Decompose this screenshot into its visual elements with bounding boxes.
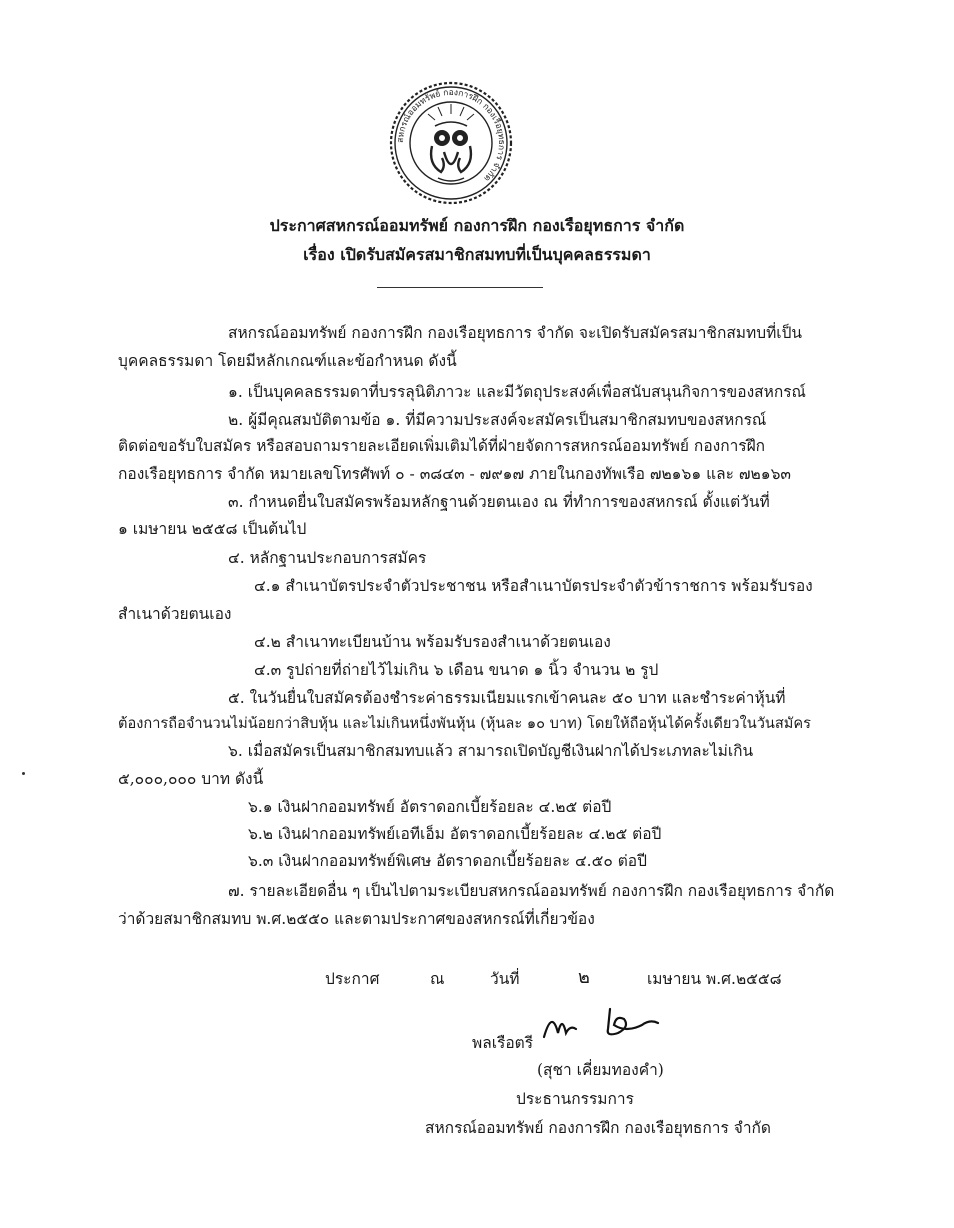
announcement-subject: เรื่อง เปิดรับสมัครสมาชิกสมทบที่เป็นบุคคลธรรมดา — [303, 245, 651, 264]
intro-line-2: บุคคลธรรมดา โดยมีหลักเกณฑ์และข้อกำหนด ดังนี้ — [118, 352, 457, 370]
item-6-line-2: ๕,๐๐๐,๐๐๐ บาท ดังนี้ — [118, 770, 264, 788]
handwritten-signature — [538, 1003, 668, 1045]
item-2-line-3: กองเรือยุทธการ จำกัด หมายเลขโทรศัพท์ ๐ - ๓๘๔๓ - ๗๙๑๗ ภายในกองทัพเรือ ๗๒๑๖๑ และ ๗๒๑๖๓ — [118, 465, 792, 483]
item-3-line-2: ๑ เมษายน ๒๕๕๘ เป็นต้นไป — [118, 520, 307, 538]
cooperative-seal-logo — [388, 80, 514, 206]
item-2-line-1: ๒. ผู้มีคุณสมบัติตามข้อ ๑. ที่มีความประสงค์จะสมัครเป็นสมาชิกสมทบของสหกรณ์ — [228, 411, 767, 429]
item-6-2: ๖.๒ เงินฝากออมทรัพย์เอทีเอ็ม อัตราดอกเบี้ยร้อยละ ๔.๒๕ ต่อปี — [248, 825, 662, 843]
item-3-line-1: ๓. กำหนดยื่นใบสมัครพร้อมหลักฐานด้วยตนเอง ณ ที่ทำการของสหกรณ์ ตั้งแต่วันที่ — [228, 493, 770, 511]
intro-line-1: สหกรณ์ออมทรัพย์ กองการฝึก กองเรือยุทธการ จำกัด จะเปิดรับสมัครสมาชิกสมทบที่เป็น — [228, 324, 803, 342]
item-4: ๔. หลักฐานประกอบการสมัคร — [228, 549, 427, 567]
announce-label: ประกาศ — [325, 970, 380, 988]
announcement-title: ประกาศสหกรณ์ออมทรัพย์ กองการฝึก กองเรือยุทธการ จำกัด — [269, 216, 685, 235]
item-7-line-1: ๗. รายละเอียดอื่น ๆ เป็นไปตามระเบียบสหกรณ์ออมทรัพย์ กองการฝึก กองเรือยุทธการ จำกัด — [228, 882, 835, 900]
announce-day-label: วันที่ — [490, 970, 520, 988]
item-6-3: ๖.๓ เงินฝากออมทรัพย์พิเศษ อัตราดอกเบี้ยร้อยละ ๔.๕๐ ต่อปี — [248, 852, 647, 870]
item-4-2: ๔.๒ สำเนาทะเบียนบ้าน พร้อมรับรองสำเนาด้วยตนเอง — [254, 633, 611, 651]
signer-position: ประธานกรรมการ — [516, 1090, 634, 1108]
scan-speck — [22, 772, 25, 775]
announce-at: ณ — [430, 970, 445, 988]
svg-text:สหกรณ์ออมทรัพย์ กองการฝึก กองเ: สหกรณ์ออมทรัพย์ กองการฝึก กองเรือยุทธการ จำกัด — [395, 87, 507, 184]
title-divider — [377, 287, 543, 288]
signer-organization: สหกรณ์ออมทรัพย์ กองการฝึก กองเรือยุทธการ จำกัด — [425, 1119, 771, 1137]
item-1: ๑. เป็นบุคคลธรรมดาที่บรรลุนิติภาวะ และมีวัตถุประสงค์เพื่อสนับสนุนกิจการของสหกรณ์ — [228, 383, 806, 401]
item-2-line-2: ติดต่อขอรับใบสมัคร หรือสอบถามรายละเอียดเพิ่มเติมได้ที่ฝ่ายจัดการสหกรณ์ออมทรัพย์ กองการฝึก — [118, 437, 766, 455]
item-5-line-1: ๕. ในวันยื่นใบสมัครต้องชำระค่าธรรมเนียมแรกเข้าคนละ ๕๐ บาท และชำระค่าหุ้นที่ — [228, 689, 786, 707]
item-6-line-1: ๖. เมื่อสมัครเป็นสมาชิกสมทบแล้ว สามารถเปิดบัญชีเงินฝากได้ประเภทละไม่เกิน — [228, 742, 754, 760]
signer-name: (สุชา เคี่ยมทองคำ) — [537, 1061, 664, 1079]
announce-month-year: เมษายน พ.ศ.๒๕๕๘ — [647, 970, 782, 988]
item-5-line-2: ต้องการถือจำนวนไม่น้อยกว่าสิบหุ้น และไม่เกินหนึ่งพันหุ้น (หุ้นละ ๑๐ บาท) โดยให้ถือหุ้นได้ครั้งเดียวในวันสมัคร — [118, 715, 812, 732]
item-6-1: ๖.๑ เงินฝากออมทรัพย์ อัตราดอกเบี้ยร้อยละ ๔.๒๕ ต่อปี — [248, 798, 612, 816]
item-4-3: ๔.๓ รูปถ่ายที่ถ่ายไว้ไม่เกิน ๖ เดือน ขนาด ๑ นิ้ว จำนวน ๒ รูป — [254, 661, 659, 679]
announce-day: ๒ — [578, 967, 590, 988]
item-4-1-line-1: ๔.๑ สำเนาบัตรประจำตัวประชาชน หรือสำเนาบัตรประจำตัวข้าราชการ พร้อมรับรอง — [254, 577, 813, 595]
item-7-line-2: ว่าด้วยสมาชิกสมทบ พ.ศ.๒๕๕๐ และตามประกาศของสหกรณ์ที่เกี่ยวข้อง — [118, 910, 595, 928]
signer-rank: พลเรือตรี — [472, 1034, 534, 1052]
item-4-1-line-2: สำเนาด้วยตนเอง — [118, 605, 232, 623]
